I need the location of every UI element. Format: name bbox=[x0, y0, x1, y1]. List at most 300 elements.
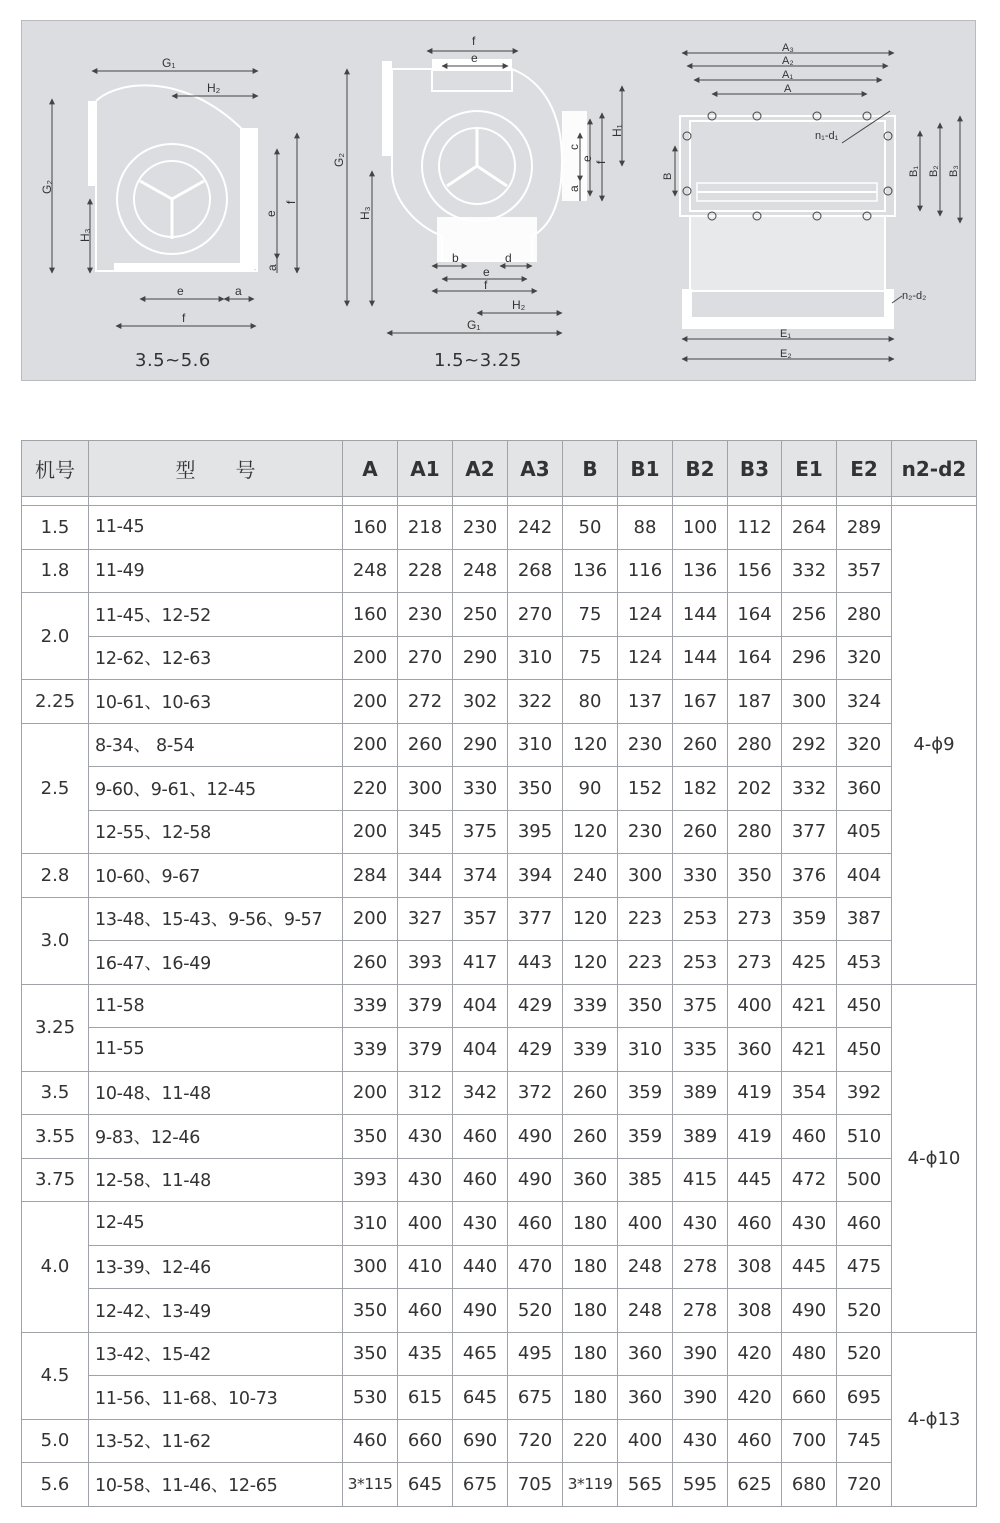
dimension-cell: 379 bbox=[398, 984, 453, 1028]
dimension-cell: 278 bbox=[673, 1245, 728, 1289]
dimension-cell: 360 bbox=[837, 767, 892, 811]
dimension-cell: 308 bbox=[728, 1245, 782, 1289]
dimension-cell: 137 bbox=[618, 680, 673, 724]
column-header: B3 bbox=[728, 441, 782, 497]
dimension-cell: 720 bbox=[837, 1463, 892, 1507]
dimension-cell: 284 bbox=[343, 854, 398, 898]
dimension-cell: 465 bbox=[453, 1332, 508, 1376]
label-b: B bbox=[662, 172, 674, 180]
label-c: c bbox=[567, 144, 581, 150]
label-e2: E₂ bbox=[780, 348, 792, 360]
table-row bbox=[22, 1028, 977, 1072]
dimension-cell: 490 bbox=[453, 1289, 508, 1333]
dimension-cell: 390 bbox=[673, 1332, 728, 1376]
caption-middle-range: 1.5~3.25 bbox=[434, 350, 522, 371]
dimension-cell: 374 bbox=[453, 854, 508, 898]
dimension-drawings-panel bbox=[21, 20, 976, 381]
dimension-cell: 453 bbox=[837, 941, 892, 985]
dimension-cell: 289 bbox=[837, 506, 892, 550]
dimension-cell: 253 bbox=[673, 941, 728, 985]
table-row bbox=[22, 549, 977, 593]
dimension-cell: 700 bbox=[782, 1419, 837, 1463]
dimension-cell: 200 bbox=[343, 723, 398, 767]
label-e-top: e bbox=[471, 51, 478, 65]
dimension-cell: 645 bbox=[453, 1376, 508, 1420]
dimension-cell: 376 bbox=[782, 854, 837, 898]
label-h3-middle: H₃ bbox=[358, 206, 372, 220]
dimension-cell: 180 bbox=[563, 1202, 618, 1246]
dimension-cell: 324 bbox=[837, 680, 892, 724]
label-e-horizontal: e bbox=[177, 284, 184, 298]
model-cell: 13-48、15-43、9-56、9-57 bbox=[89, 897, 343, 941]
dimension-cell: 377 bbox=[782, 810, 837, 854]
model-cell: 11-58 bbox=[89, 984, 343, 1028]
table-row bbox=[22, 941, 977, 985]
dimension-cell: 350 bbox=[728, 854, 782, 898]
machine-number-cell: 3.55 bbox=[22, 1115, 89, 1159]
machine-number-cell: 1.5 bbox=[22, 506, 89, 550]
machine-number-cell: 5.6 bbox=[22, 1463, 89, 1507]
table-row bbox=[22, 810, 977, 854]
dimension-cell: 280 bbox=[728, 810, 782, 854]
label-e-vertical: e bbox=[264, 210, 278, 217]
dimension-cell: 120 bbox=[563, 897, 618, 941]
dimension-cell: 248 bbox=[343, 549, 398, 593]
label-g1: G₁ bbox=[162, 56, 176, 70]
label-g1-middle: G₁ bbox=[467, 318, 481, 332]
dimension-cell: 300 bbox=[782, 680, 837, 724]
dimension-cell: 500 bbox=[837, 1158, 892, 1202]
dimension-cell: 435 bbox=[398, 1332, 453, 1376]
n2-d2-cell: 4-ϕ10 bbox=[892, 984, 977, 1332]
label-a-horizontal: a bbox=[235, 284, 242, 298]
dimension-cell: 136 bbox=[563, 549, 618, 593]
dimension-cell: 415 bbox=[673, 1158, 728, 1202]
machine-number-cell: 2.5 bbox=[22, 723, 89, 854]
dimension-cell: 124 bbox=[618, 636, 673, 680]
machine-number-cell: 4.5 bbox=[22, 1332, 89, 1419]
dimension-cell: 445 bbox=[728, 1158, 782, 1202]
table-row bbox=[22, 1289, 977, 1333]
label-b2: B₂ bbox=[928, 165, 940, 177]
dimension-cell: 645 bbox=[398, 1463, 453, 1507]
dimension-cell: 344 bbox=[398, 854, 453, 898]
dimension-cell: 389 bbox=[673, 1071, 728, 1115]
table-row bbox=[22, 1376, 977, 1420]
machine-number-cell: 4.0 bbox=[22, 1202, 89, 1333]
dimension-cell: 460 bbox=[343, 1419, 398, 1463]
column-header: A2 bbox=[453, 441, 508, 497]
machine-number-cell: 2.25 bbox=[22, 680, 89, 724]
dimension-cell: 430 bbox=[398, 1158, 453, 1202]
dimension-cell: 250 bbox=[453, 593, 508, 637]
dimension-cell: 116 bbox=[618, 549, 673, 593]
dimension-cell: 350 bbox=[508, 767, 563, 811]
dimension-cell: 200 bbox=[343, 897, 398, 941]
model-cell: 12-62、12-63 bbox=[89, 636, 343, 680]
dimension-cell: 273 bbox=[728, 941, 782, 985]
dimension-cell: 430 bbox=[673, 1202, 728, 1246]
dimension-cell: 310 bbox=[343, 1202, 398, 1246]
column-header: 机号 bbox=[22, 441, 89, 497]
dimension-cell: 360 bbox=[728, 1028, 782, 1072]
dimension-cell: 675 bbox=[453, 1463, 508, 1507]
dimension-cell: 460 bbox=[453, 1115, 508, 1159]
dimension-cell: 320 bbox=[837, 636, 892, 680]
dimension-cell: 248 bbox=[453, 549, 508, 593]
dimension-cell: 260 bbox=[563, 1115, 618, 1159]
model-cell: 11-49 bbox=[89, 549, 343, 593]
fan-drawing-middle bbox=[382, 59, 587, 262]
dimension-cell: 417 bbox=[453, 941, 508, 985]
dimension-cell: 3*115 bbox=[343, 1463, 398, 1507]
dimension-cell: 430 bbox=[398, 1115, 453, 1159]
model-cell: 10-58、11-46、12-65 bbox=[89, 1463, 343, 1507]
dimension-cell: 300 bbox=[398, 767, 453, 811]
label-f-bottom: f bbox=[484, 278, 488, 292]
dimension-cell: 242 bbox=[508, 506, 563, 550]
dimension-cell: 88 bbox=[618, 506, 673, 550]
dimension-cell: 164 bbox=[728, 593, 782, 637]
dimension-cell: 300 bbox=[618, 854, 673, 898]
dimension-cell: 394 bbox=[508, 854, 563, 898]
dimension-cell: 322 bbox=[508, 680, 563, 724]
dimension-cell: 615 bbox=[398, 1376, 453, 1420]
dimension-cell: 248 bbox=[618, 1289, 673, 1333]
model-cell: 12-45 bbox=[89, 1202, 343, 1246]
dimension-cell: 419 bbox=[728, 1115, 782, 1159]
dimension-cell: 220 bbox=[563, 1419, 618, 1463]
dimension-cell: 360 bbox=[618, 1332, 673, 1376]
dimension-cell: 565 bbox=[618, 1463, 673, 1507]
dimension-cell: 429 bbox=[508, 984, 563, 1028]
dimension-cell: 445 bbox=[782, 1245, 837, 1289]
dimension-cell: 690 bbox=[453, 1419, 508, 1463]
dimension-cell: 218 bbox=[398, 506, 453, 550]
dimension-cell: 430 bbox=[673, 1419, 728, 1463]
dimension-cell: 430 bbox=[782, 1202, 837, 1246]
dimension-cell: 292 bbox=[782, 723, 837, 767]
dimension-cell: 460 bbox=[837, 1202, 892, 1246]
machine-number-cell: 3.5 bbox=[22, 1071, 89, 1115]
column-header: A3 bbox=[508, 441, 563, 497]
dimension-cell: 392 bbox=[837, 1071, 892, 1115]
dimension-cell: 260 bbox=[398, 723, 453, 767]
model-cell: 9-60、9-61、12-45 bbox=[89, 767, 343, 811]
dimension-cell: 280 bbox=[728, 723, 782, 767]
dimension-cell: 490 bbox=[508, 1115, 563, 1159]
dimension-cell: 359 bbox=[618, 1115, 673, 1159]
dimension-cell: 510 bbox=[837, 1115, 892, 1159]
table-row bbox=[22, 1115, 977, 1159]
dimension-cell: 595 bbox=[673, 1463, 728, 1507]
dimension-cell: 200 bbox=[343, 680, 398, 724]
dimension-cell: 308 bbox=[728, 1289, 782, 1333]
dimension-cell: 460 bbox=[398, 1289, 453, 1333]
dimension-cell: 230 bbox=[618, 810, 673, 854]
dimension-cell: 290 bbox=[453, 723, 508, 767]
label-a3: A₃ bbox=[782, 42, 794, 54]
dimension-cell: 404 bbox=[453, 1028, 508, 1072]
label-e-bottom: e bbox=[483, 265, 490, 279]
dimension-cell: 460 bbox=[782, 1115, 837, 1159]
dimension-cell: 124 bbox=[618, 593, 673, 637]
label-h2-middle: H₂ bbox=[512, 298, 526, 312]
model-cell: 10-61、10-63 bbox=[89, 680, 343, 724]
table-row bbox=[22, 984, 977, 1028]
dimension-cell: 310 bbox=[618, 1028, 673, 1072]
dimension-cell: 404 bbox=[837, 854, 892, 898]
label-b1: B₁ bbox=[908, 165, 920, 177]
dimension-cell: 260 bbox=[673, 810, 728, 854]
dimension-cell: 144 bbox=[673, 636, 728, 680]
dimension-cell: 470 bbox=[508, 1245, 563, 1289]
dimension-cell: 450 bbox=[837, 984, 892, 1028]
dimension-cell: 278 bbox=[673, 1289, 728, 1333]
dimension-cell: 475 bbox=[837, 1245, 892, 1289]
dimension-cell: 273 bbox=[728, 897, 782, 941]
machine-number-cell: 2.0 bbox=[22, 593, 89, 680]
dimension-cell: 296 bbox=[782, 636, 837, 680]
dimension-cell: 410 bbox=[398, 1245, 453, 1289]
dimension-cell: 460 bbox=[508, 1202, 563, 1246]
n2-d2-cell: 4-ϕ9 bbox=[892, 506, 977, 985]
dimension-cell: 260 bbox=[563, 1071, 618, 1115]
dimension-drawings bbox=[22, 21, 977, 382]
dimension-cell: 180 bbox=[563, 1245, 618, 1289]
dimension-cell: 332 bbox=[782, 767, 837, 811]
dimension-cell: 420 bbox=[728, 1332, 782, 1376]
dimension-cell: 377 bbox=[508, 897, 563, 941]
model-cell: 12-55、12-58 bbox=[89, 810, 343, 854]
dimension-cell: 100 bbox=[673, 506, 728, 550]
machine-number-cell: 1.8 bbox=[22, 549, 89, 593]
column-header: E2 bbox=[837, 441, 892, 497]
column-header: n2-d2 bbox=[892, 441, 977, 497]
dimension-cell: 460 bbox=[728, 1202, 782, 1246]
dimension-cell: 120 bbox=[563, 723, 618, 767]
dimension-cell: 220 bbox=[343, 767, 398, 811]
dimension-cell: 421 bbox=[782, 1028, 837, 1072]
dimension-cell: 372 bbox=[508, 1071, 563, 1115]
dimension-cell: 660 bbox=[398, 1419, 453, 1463]
dimension-cell: 357 bbox=[837, 549, 892, 593]
dimension-cell: 680 bbox=[782, 1463, 837, 1507]
dimension-cell: 420 bbox=[728, 1376, 782, 1420]
table-row bbox=[22, 1463, 977, 1507]
label-a: A bbox=[784, 83, 792, 95]
dimension-cell: 156 bbox=[728, 549, 782, 593]
table-row bbox=[22, 897, 977, 941]
label-n1-d1: n₁-d₁ bbox=[815, 130, 839, 142]
dimension-cell: 339 bbox=[563, 984, 618, 1028]
dimension-cell: 327 bbox=[398, 897, 453, 941]
table-row bbox=[22, 723, 977, 767]
dimension-cell: 520 bbox=[508, 1289, 563, 1333]
column-header: A bbox=[343, 441, 398, 497]
dimension-cell: 393 bbox=[398, 941, 453, 985]
dimension-cell: 625 bbox=[728, 1463, 782, 1507]
label-g2: G₂ bbox=[40, 180, 54, 194]
model-cell: 13-42、15-42 bbox=[89, 1332, 343, 1376]
dimension-cell: 248 bbox=[618, 1245, 673, 1289]
caption-left-range: 3.5~5.6 bbox=[135, 350, 211, 371]
machine-number-cell: 3.0 bbox=[22, 897, 89, 984]
dimension-cell: 180 bbox=[563, 1289, 618, 1333]
label-b3: B₃ bbox=[948, 165, 960, 177]
dimension-cell: 530 bbox=[343, 1376, 398, 1420]
model-cell: 8-34、 8-54 bbox=[89, 723, 343, 767]
machine-number-cell: 5.0 bbox=[22, 1419, 89, 1463]
dimension-cell: 450 bbox=[837, 1028, 892, 1072]
dimension-cell: 270 bbox=[508, 593, 563, 637]
dimension-cell: 3*119 bbox=[563, 1463, 618, 1507]
model-cell: 13-39、12-46 bbox=[89, 1245, 343, 1289]
dimension-cell: 425 bbox=[782, 941, 837, 985]
dimension-cell: 228 bbox=[398, 549, 453, 593]
dimension-cell: 387 bbox=[837, 897, 892, 941]
dimension-cell: 404 bbox=[453, 984, 508, 1028]
dimension-cell: 342 bbox=[453, 1071, 508, 1115]
column-header: B2 bbox=[673, 441, 728, 497]
dimension-cell: 268 bbox=[508, 549, 563, 593]
label-g2-middle: G₂ bbox=[332, 153, 346, 167]
dimension-cell: 120 bbox=[563, 941, 618, 985]
dimension-cell: 180 bbox=[563, 1332, 618, 1376]
model-cell: 10-48、11-48 bbox=[89, 1071, 343, 1115]
n2-d2-cell: 4-ϕ13 bbox=[892, 1332, 977, 1506]
label-h3: H₃ bbox=[78, 228, 92, 242]
dimension-cell: 460 bbox=[728, 1419, 782, 1463]
dimension-cell: 400 bbox=[618, 1202, 673, 1246]
model-cell: 9-83、12-46 bbox=[89, 1115, 343, 1159]
column-header: B1 bbox=[618, 441, 673, 497]
dimension-cell: 75 bbox=[563, 636, 618, 680]
dimension-cell: 75 bbox=[563, 593, 618, 637]
dimension-cell: 360 bbox=[618, 1376, 673, 1420]
table-row bbox=[22, 636, 977, 680]
dimension-cell: 400 bbox=[398, 1202, 453, 1246]
model-cell: 11-56、11-68、10-73 bbox=[89, 1376, 343, 1420]
machine-number-cell: 3.75 bbox=[22, 1158, 89, 1202]
model-cell: 11-55 bbox=[89, 1028, 343, 1072]
table-row bbox=[22, 1332, 977, 1376]
table-row bbox=[22, 1245, 977, 1289]
dimension-cell: 230 bbox=[398, 593, 453, 637]
dimension-cell: 230 bbox=[453, 506, 508, 550]
dimension-cell: 253 bbox=[673, 897, 728, 941]
dimension-cell: 443 bbox=[508, 941, 563, 985]
flange-drawing-right-dims bbox=[675, 53, 960, 359]
machine-number-cell: 2.8 bbox=[22, 854, 89, 898]
dimension-cell: 520 bbox=[837, 1289, 892, 1333]
dimension-cell: 290 bbox=[453, 636, 508, 680]
dimension-cell: 379 bbox=[398, 1028, 453, 1072]
dimension-cell: 180 bbox=[563, 1376, 618, 1420]
dimension-cell: 300 bbox=[343, 1245, 398, 1289]
dimension-cell: 390 bbox=[673, 1376, 728, 1420]
dimension-cell: 187 bbox=[728, 680, 782, 724]
table-row bbox=[22, 593, 977, 637]
dimension-cell: 310 bbox=[508, 723, 563, 767]
dimension-cell: 359 bbox=[782, 897, 837, 941]
label-b-middle: b bbox=[452, 251, 459, 265]
dimension-cell: 152 bbox=[618, 767, 673, 811]
dimension-cell: 400 bbox=[618, 1419, 673, 1463]
label-a1: A₁ bbox=[782, 69, 794, 81]
dimension-cell: 230 bbox=[618, 723, 673, 767]
dimension-cell: 660 bbox=[782, 1376, 837, 1420]
dimension-cell: 419 bbox=[728, 1071, 782, 1115]
dimension-cell: 320 bbox=[837, 723, 892, 767]
dimension-cell: 359 bbox=[618, 1071, 673, 1115]
dimension-cell: 430 bbox=[453, 1202, 508, 1246]
model-cell: 13-52、11-62 bbox=[89, 1419, 343, 1463]
dimension-cell: 260 bbox=[673, 723, 728, 767]
model-cell: 12-58、11-48 bbox=[89, 1158, 343, 1202]
dimension-cell: 256 bbox=[782, 593, 837, 637]
dimension-cell: 200 bbox=[343, 636, 398, 680]
dimension-cell: 112 bbox=[728, 506, 782, 550]
label-d-middle: d bbox=[505, 251, 512, 265]
dimension-cell: 480 bbox=[782, 1332, 837, 1376]
machine-number-cell: 3.25 bbox=[22, 984, 89, 1071]
dimension-cell: 490 bbox=[508, 1158, 563, 1202]
dimension-cell: 120 bbox=[563, 810, 618, 854]
dimension-cell: 312 bbox=[398, 1071, 453, 1115]
table-row bbox=[22, 1158, 977, 1202]
dimension-cell: 160 bbox=[343, 593, 398, 637]
label-a-vertical: a bbox=[265, 264, 279, 271]
dimension-cell: 405 bbox=[837, 810, 892, 854]
dimension-cell: 339 bbox=[563, 1028, 618, 1072]
dimension-cell: 302 bbox=[453, 680, 508, 724]
dimension-cell: 310 bbox=[508, 636, 563, 680]
label-e-vertical-middle: e bbox=[580, 155, 594, 162]
dimension-cell: 440 bbox=[453, 1245, 508, 1289]
table-row bbox=[22, 767, 977, 811]
dimension-cell: 395 bbox=[508, 810, 563, 854]
label-h2: H₂ bbox=[207, 81, 221, 95]
spec-table bbox=[21, 440, 977, 1507]
dimension-cell: 360 bbox=[563, 1158, 618, 1202]
dimension-cell: 202 bbox=[728, 767, 782, 811]
column-header: 型 号 bbox=[89, 441, 343, 497]
label-f-horizontal: f bbox=[182, 311, 186, 325]
dimension-cell: 400 bbox=[728, 984, 782, 1028]
dimension-cell: 270 bbox=[398, 636, 453, 680]
column-header: E1 bbox=[782, 441, 837, 497]
label-f-vertical: f bbox=[284, 200, 298, 204]
dimension-cell: 260 bbox=[343, 941, 398, 985]
dimension-cell: 472 bbox=[782, 1158, 837, 1202]
label-f-vertical-middle: f bbox=[594, 160, 608, 164]
dimension-cell: 339 bbox=[343, 984, 398, 1028]
dimension-cell: 375 bbox=[453, 810, 508, 854]
label-f-top: f bbox=[472, 34, 476, 48]
dimension-cell: 350 bbox=[343, 1332, 398, 1376]
dimension-cell: 350 bbox=[618, 984, 673, 1028]
dimension-cell: 264 bbox=[782, 506, 837, 550]
dimension-cell: 182 bbox=[673, 767, 728, 811]
dimension-cell: 675 bbox=[508, 1376, 563, 1420]
dimension-cell: 421 bbox=[782, 984, 837, 1028]
table-row bbox=[22, 1419, 977, 1463]
dimension-cell: 144 bbox=[673, 593, 728, 637]
label-a2: A₂ bbox=[782, 55, 794, 67]
dimension-cell: 350 bbox=[343, 1289, 398, 1333]
dimension-cell: 164 bbox=[728, 636, 782, 680]
